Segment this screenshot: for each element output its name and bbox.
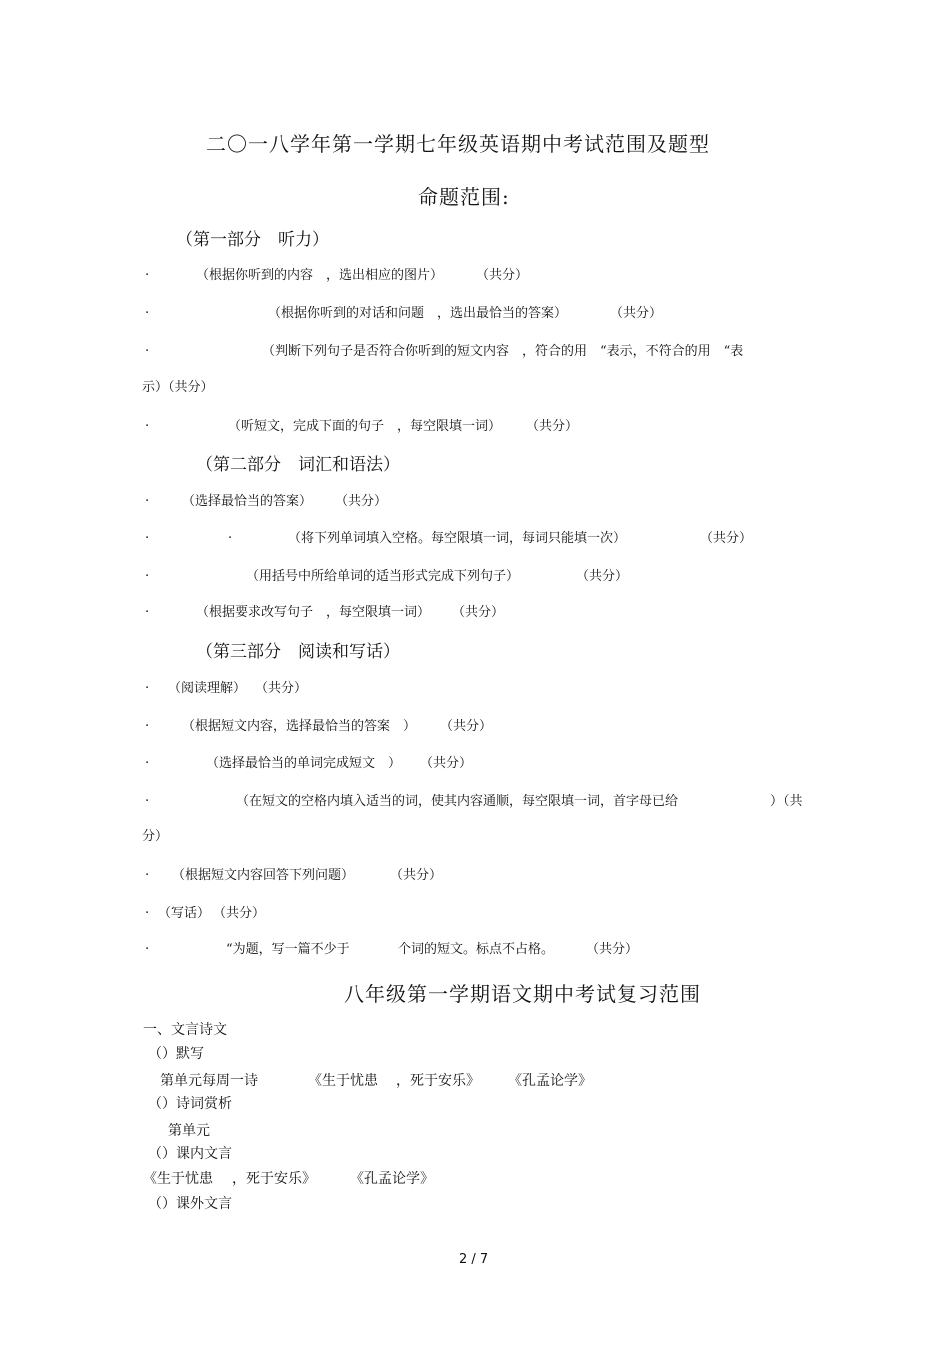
- second-title: 八年级第一学期语文期中考试复习范围: [344, 982, 701, 1006]
- part3-item2-dot: .: [145, 715, 150, 730]
- part3-heading: （第三部分 阅读和写话）: [196, 642, 400, 662]
- part3-item4-tail: ）（共: [770, 794, 803, 809]
- part2-item2-text: （将下列单词填入空格。每空限填一词，每词只能填一次）: [288, 531, 627, 546]
- part2-item2-dot: .: [145, 527, 150, 542]
- part1-item4-dot: .: [145, 415, 150, 430]
- part3-item3-text: （选择最恰当的单词完成短文 ）: [206, 756, 402, 771]
- part1-item2-dot: .: [145, 302, 150, 317]
- outline-s3-work1: 《生于忧患: [143, 1171, 213, 1187]
- part3-item7-text2: 个词的短文。标点不占格。: [398, 942, 555, 957]
- outline-s3: （）课内文言: [148, 1146, 232, 1162]
- part3-item5-score: （共分）: [390, 868, 443, 883]
- part1-item3-dot: .: [145, 340, 150, 355]
- outline-s1: （）默写: [148, 1046, 204, 1062]
- part2-item3-dot: .: [145, 565, 150, 580]
- part2-heading: （第二部分 词汇和语法）: [196, 455, 400, 475]
- outline-s1-work2: ，死于安乐》: [396, 1073, 480, 1089]
- outline-heading: 一、文言诗文: [143, 1022, 227, 1038]
- part3-item6-score: （共分）: [213, 906, 266, 921]
- part3-item1-dot: .: [145, 677, 150, 692]
- outline-s1-detail: 第单元每周一诗: [160, 1073, 258, 1089]
- part2-item1-score: （共分）: [335, 494, 388, 509]
- outline-s2-detail: 第单元: [168, 1123, 210, 1139]
- part2-item3-score: （共分）: [576, 569, 629, 584]
- part1-item3-text: （判断下列句子是否符合你听到的短文内容 ，符合的用 “表示，不符合的用 “表: [262, 344, 744, 359]
- part1-item2-score: （共分）: [610, 306, 663, 321]
- part2-item4-dot: .: [145, 601, 150, 616]
- part2-item2-dot2: .: [228, 527, 233, 542]
- part3-item2-score: （共分）: [440, 719, 493, 734]
- part2-item1-text: （选择最恰当的答案）: [182, 494, 313, 509]
- part1-item1-dot: .: [145, 264, 150, 279]
- part3-item1-text: （阅读理解）: [168, 681, 247, 696]
- part2-item2-score: （共分）: [700, 531, 753, 546]
- part1-heading: （第一部分 听力）: [176, 230, 329, 250]
- part2-item4-text: （根据要求改写句子 ，每空限填一词）: [196, 605, 431, 620]
- part3-item7-text: “为题，写一篇不少于: [226, 942, 350, 957]
- part3-item6-text: （写话）: [158, 906, 211, 921]
- part1-item4-score: （共分）: [526, 419, 579, 434]
- part3-item3-dot: .: [145, 752, 150, 767]
- part3-item4-text: （在短文的空格内填入适当的词，使其内容通顺，每空限填一词，首字母已给: [236, 794, 679, 809]
- outline-s4: （）课外文言: [148, 1196, 232, 1212]
- part3-item7-score: （共分）: [586, 942, 639, 957]
- outline-s3-work2: ，死于安乐》: [232, 1171, 316, 1187]
- part3-item2-text: （根据短文内容，选择最恰当的答案 ）: [182, 719, 417, 734]
- part1-item1-score: （共分）: [476, 268, 529, 283]
- part1-item1-text: （根据你听到的内容 ，选出相应的图片）: [196, 268, 444, 283]
- part2-item4-score: （共分）: [452, 605, 505, 620]
- outline-s1-work1: 《生于忧患: [308, 1073, 378, 1089]
- part1-item3-cont: 示）（共分）: [142, 380, 214, 395]
- part1-item2-text: （根据你听到的对话和问题 ，选出最恰当的答案）: [268, 306, 568, 321]
- part3-item4-cont: 分）: [142, 829, 169, 844]
- part1-item4-text: （听短文，完成下面的句子 ，每空限填一词）: [228, 419, 502, 434]
- outline-s1-work3: 《孔孟论学》: [508, 1073, 592, 1089]
- part2-item1-dot: .: [145, 490, 150, 505]
- part3-item5-text: （根据短文内容回答下列问题）: [172, 868, 355, 883]
- part3-item7-dot: .: [145, 938, 150, 953]
- part3-item6-dot: .: [145, 902, 150, 917]
- part2-item3-text: （用括号中所给单词的适当形式完成下列句子）: [246, 569, 520, 584]
- document-subtitle: 命题范围:: [418, 185, 510, 209]
- part3-item3-score: （共分）: [420, 756, 473, 771]
- outline-s2: （）诗词赏析: [148, 1096, 232, 1112]
- part3-item1-score: （共分）: [255, 681, 308, 696]
- part3-item4-dot: .: [145, 790, 150, 805]
- page-number: 2 / 7: [459, 1252, 489, 1267]
- outline-s3-work3: 《孔孟论学》: [350, 1171, 434, 1187]
- document-title: 二〇一八学年第一学期七年级英语期中考试范围及题型: [206, 132, 710, 156]
- part3-item5-dot: .: [145, 864, 150, 879]
